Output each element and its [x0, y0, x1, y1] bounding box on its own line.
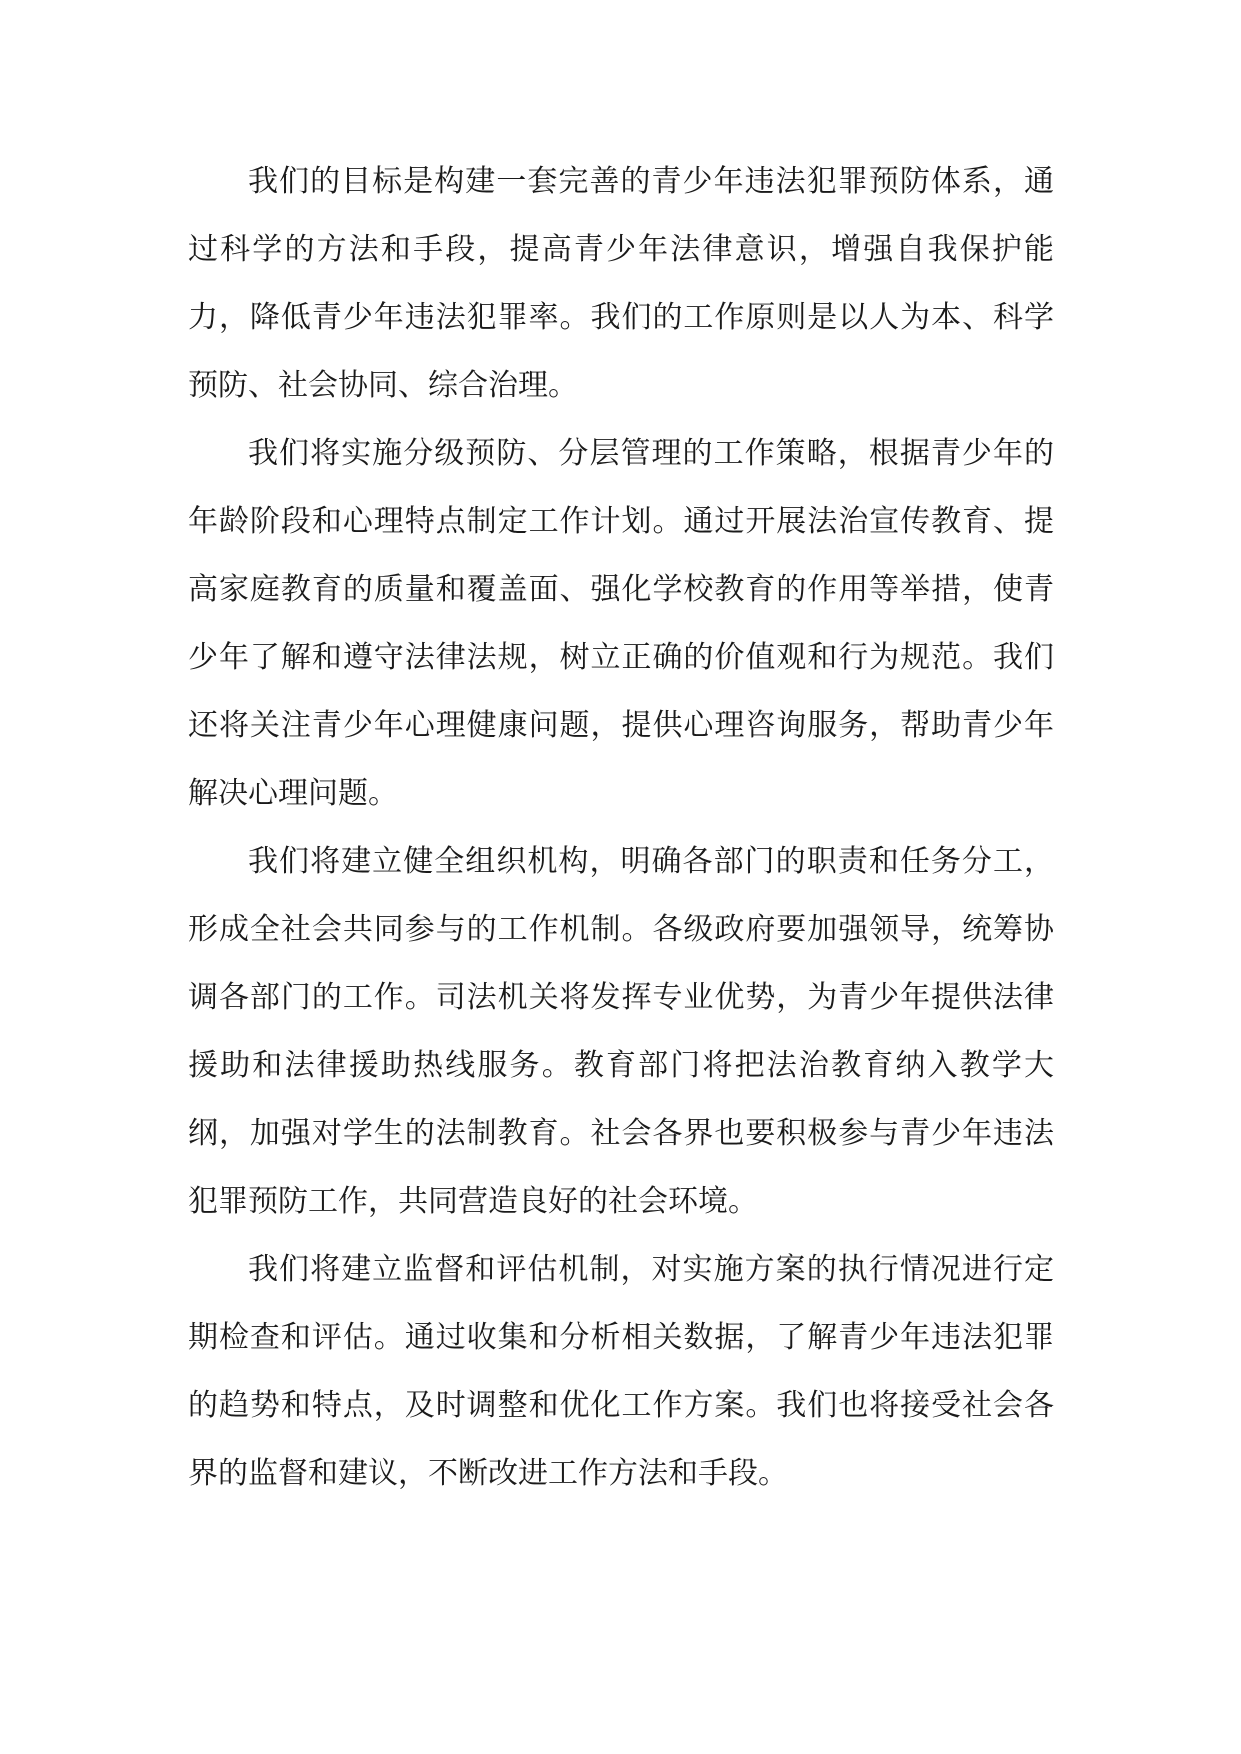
paragraph-organization: 我们将建立健全组织机构，明确各部门的职责和任务分工，形成全社会共同参与的工作机制。各级政府要加强领导，统筹协调各部门的工作。司法机关将发挥专业优势，为青少年提供法律援助和法律援助热线服务。教育部门将把法治教育纳入教学大纲，加强对学生的法制教育。社会各界也要积极参与青少年违法犯罪预防工作，共同营造良好的社会环境。 — [188, 844, 1054, 1219]
paragraph-supervision: 我们将建立监督和评估机制，对实施方案的执行情况进行定期检查和评估。通过收集和分析相关数据，了解青少年违法犯罪的趋势和特点，及时调整和优化工作方案。我们也将接受社会各界的监督和建议，不断改进工作方法和手段。 — [188, 1252, 1054, 1491]
paragraph-goals-principles: 我们的目标是构建一套完善的青少年违法犯罪预防体系，通过科学的方法和手段，提高青少年法律意识，增强自我保护能力，降低青少年违法犯罪率。我们的工作原则是以人为本、科学预防、社会协同、综合治理。 — [188, 164, 1054, 403]
document-body — [188, 148, 1054, 1508]
paragraph-strategy: 我们将实施分级预防、分层管理的工作策略，根据青少年的年龄阶段和心理特点制定工作计划。通过开展法治宣传教育、提高家庭教育的质量和覆盖面、强化学校教育的作用等举措，使青少年了解和遵守法律法规，树立正确的价值观和行为规范。我们还将关注青少年心理健康问题，提供心理咨询服务，帮助青少年解决心理问题。 — [188, 436, 1054, 811]
